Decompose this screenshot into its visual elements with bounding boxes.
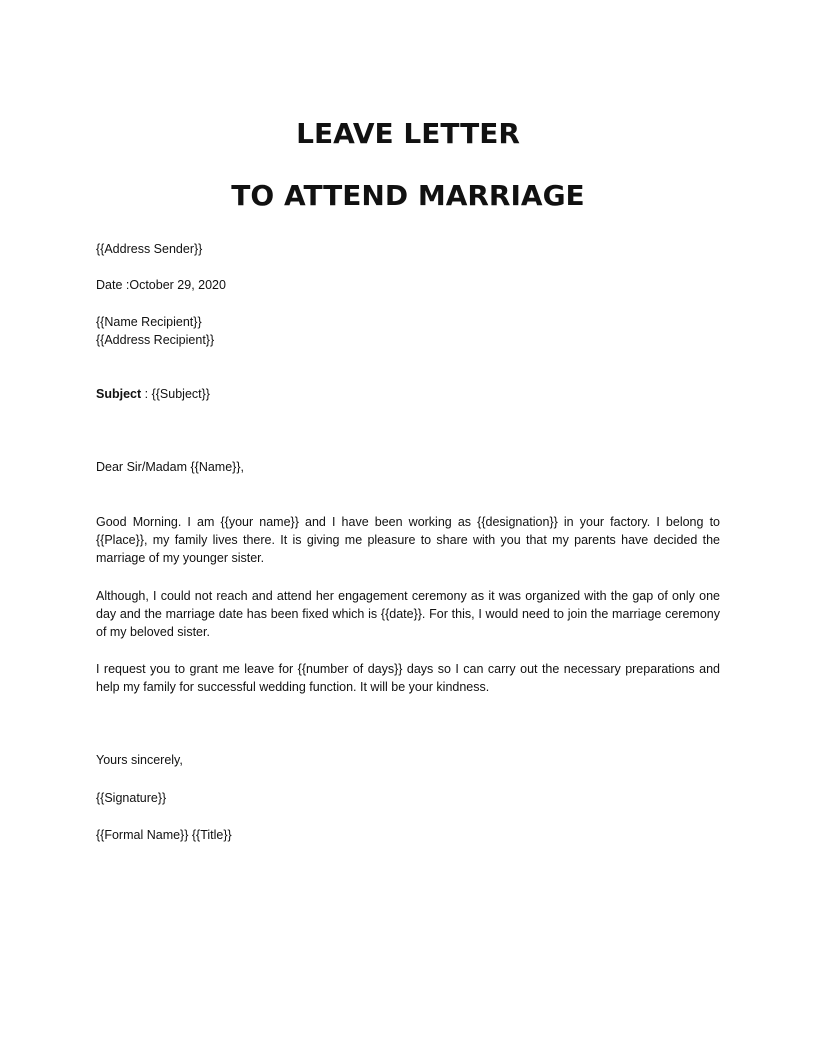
body-paragraph-3: I request you to grant me leave for {{number of days}} days so I can carry out the necessary preparations and help my family for successful wedding function. It will be your kindness. xyxy=(96,662,720,695)
formal-name-title: {{Formal Name}} {{Title}} xyxy=(96,828,232,842)
title-line-2: TO ATTEND MARRIAGE xyxy=(231,179,585,212)
subject-value: : {{Subject}} xyxy=(141,387,210,401)
subject-line xyxy=(96,385,720,403)
recipient-address: {{Address Recipient}} xyxy=(96,333,215,347)
subject-label: Subject xyxy=(96,387,142,401)
title-line-1: LEAVE LETTER xyxy=(296,117,520,150)
recipient-name: {{Name Recipient}} xyxy=(96,315,202,329)
signature-placeholder: {{Signature}} xyxy=(96,791,167,805)
salutation: Dear Sir/Madam {{Name}}, xyxy=(96,460,244,474)
sender-address: {{Address Sender}} xyxy=(96,242,203,256)
body-paragraph-2: Although, I could not reach and attend her engagement ceremony as it was organized with the gap of only one day and the marriage date has been fixed which is {{date}}. For this, I would need to join the marriage ceremony of my beloved sister. xyxy=(96,589,720,640)
letter-date: Date :October 29, 2020 xyxy=(96,278,226,292)
valediction: Yours sincerely, xyxy=(96,753,183,767)
body-paragraph-1: Good Morning. I am {{your name}} and I have been working as {{designation}} in your factory. I belong to {{Place}}, my family lives there. It is giving me pleasure to share with you that my parents have decided the marriage of my younger sister. xyxy=(96,515,720,566)
